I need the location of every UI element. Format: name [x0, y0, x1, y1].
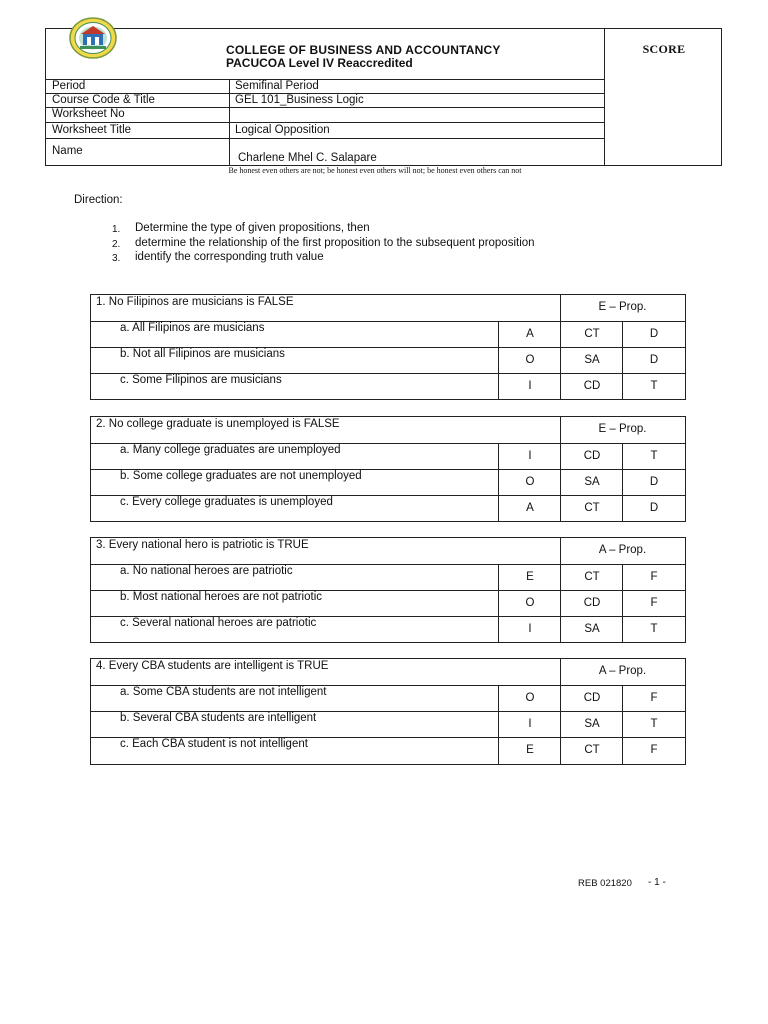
score-divider — [604, 28, 605, 166]
answer-type: I — [528, 450, 532, 462]
field-divider — [45, 138, 605, 139]
question-table — [90, 416, 686, 522]
answer-type: O — [525, 692, 535, 704]
option-text: a. Many college graduates are unemployed — [120, 444, 341, 456]
answer-truth-value: D — [649, 502, 659, 514]
worksheet-title-label: Worksheet Title — [52, 124, 132, 136]
name-label: Name — [52, 145, 83, 157]
period-value: Semifinal Period — [235, 80, 319, 92]
answer-truth-value: T — [650, 718, 658, 730]
answer-type: O — [525, 597, 535, 609]
option-text: c. Some Filipinos are musicians — [120, 374, 282, 386]
answer-truth-value: D — [649, 354, 659, 366]
answer-relation: CD — [583, 597, 601, 609]
field-divider — [45, 122, 605, 123]
answer-relation: SA — [584, 354, 600, 366]
answer-relation: SA — [584, 718, 600, 730]
option-text: c. Several national heroes are patriotic — [120, 617, 317, 629]
proposition-type: A – Prop. — [598, 665, 647, 677]
answer-type: A — [526, 328, 534, 340]
college-seal-logo — [68, 16, 118, 60]
accreditation-line: PACUCOA Level IV Reaccredited — [226, 56, 413, 70]
answer-type: I — [528, 718, 532, 730]
question-statement: 1. No Filipinos are musicians is FALSE — [96, 296, 294, 308]
answer-truth-value: T — [650, 623, 658, 635]
answer-truth-value: D — [649, 476, 659, 488]
answer-relation: CD — [583, 692, 601, 704]
answer-relation: SA — [584, 623, 600, 635]
option-text: b. Most national heroes are not patriotic — [120, 591, 323, 603]
worksheet-title-value: Logical Opposition — [235, 124, 330, 136]
honesty-motto: Be honest even others are not; be honest even others will not; be honest even others can not — [228, 166, 522, 175]
proposition-type: E – Prop. — [598, 301, 647, 313]
answer-relation: CT — [584, 328, 600, 340]
answer-type: O — [525, 354, 535, 366]
option-text: b. Several CBA students are intelligent — [120, 712, 317, 724]
question-statement: 4. Every CBA students are intelligent is TRUE — [96, 660, 329, 672]
answer-truth-value: D — [649, 328, 659, 340]
field-divider — [45, 107, 605, 108]
answer-type: A — [526, 502, 534, 514]
direction-text: identify the corresponding truth value — [135, 251, 324, 263]
proposition-type: A – Prop. — [598, 544, 647, 556]
name-value: Charlene Mhel C. Salapare — [238, 152, 377, 164]
answer-relation: SA — [584, 476, 600, 488]
answer-truth-value: F — [650, 571, 658, 583]
option-text: c. Each CBA student is not intelligent — [120, 738, 308, 750]
field-column-divider — [229, 79, 230, 166]
option-text: a. Some CBA students are not intelligent — [120, 686, 327, 698]
question-table — [90, 658, 686, 765]
period-label: Period — [52, 80, 86, 92]
option-text: c. Every college graduates is unemployed — [120, 496, 333, 508]
question-table — [90, 294, 686, 400]
answer-relation: CT — [584, 502, 600, 514]
answer-relation: CT — [584, 744, 600, 756]
answer-truth-value: F — [650, 692, 658, 704]
direction-text: Determine the type of given propositions, then — [135, 222, 370, 234]
direction-text: determine the relationship of the first proposition to the subsequent proposition — [135, 237, 535, 249]
field-divider — [45, 79, 605, 80]
answer-type: I — [528, 623, 532, 635]
answer-type: O — [525, 476, 535, 488]
worksheet-no-label: Worksheet No — [52, 108, 125, 120]
answer-relation: CT — [584, 571, 600, 583]
answer-truth-value: T — [650, 450, 658, 462]
answer-type: E — [526, 571, 534, 583]
answer-truth-value: T — [650, 380, 658, 392]
answer-relation: CD — [583, 450, 601, 462]
answer-truth-value: F — [650, 597, 658, 609]
direction-number: 3. — [112, 253, 121, 264]
footer-document-code: REB 021820 — [578, 878, 632, 889]
answer-relation: CD — [583, 380, 601, 392]
proposition-type: E – Prop. — [598, 423, 647, 435]
course-value: GEL 101_Business Logic — [235, 94, 364, 106]
option-text: b. Some college graduates are not unemployed — [120, 470, 362, 482]
question-table — [90, 537, 686, 643]
course-label: Course Code & Title — [52, 94, 155, 106]
answer-type: E — [526, 744, 534, 756]
option-text: a. All Filipinos are musicians — [120, 322, 265, 334]
answer-truth-value: F — [650, 744, 658, 756]
page-number: - 1 - — [648, 877, 666, 888]
question-statement: 3. Every national hero is patriotic is TRUE — [96, 539, 309, 551]
direction-label: Direction: — [74, 194, 123, 206]
direction-number: 1. — [112, 224, 121, 235]
college-title: COLLEGE OF BUSINESS AND ACCOUNTANCY — [226, 43, 501, 57]
option-text: b. Not all Filipinos are musicians — [120, 348, 285, 360]
answer-type: I — [528, 380, 532, 392]
score-label: SCORE — [642, 42, 686, 56]
direction-number: 2. — [112, 239, 121, 250]
question-statement: 2. No college graduate is unemployed is FALSE — [96, 418, 340, 430]
option-text: a. No national heroes are patriotic — [120, 565, 293, 577]
